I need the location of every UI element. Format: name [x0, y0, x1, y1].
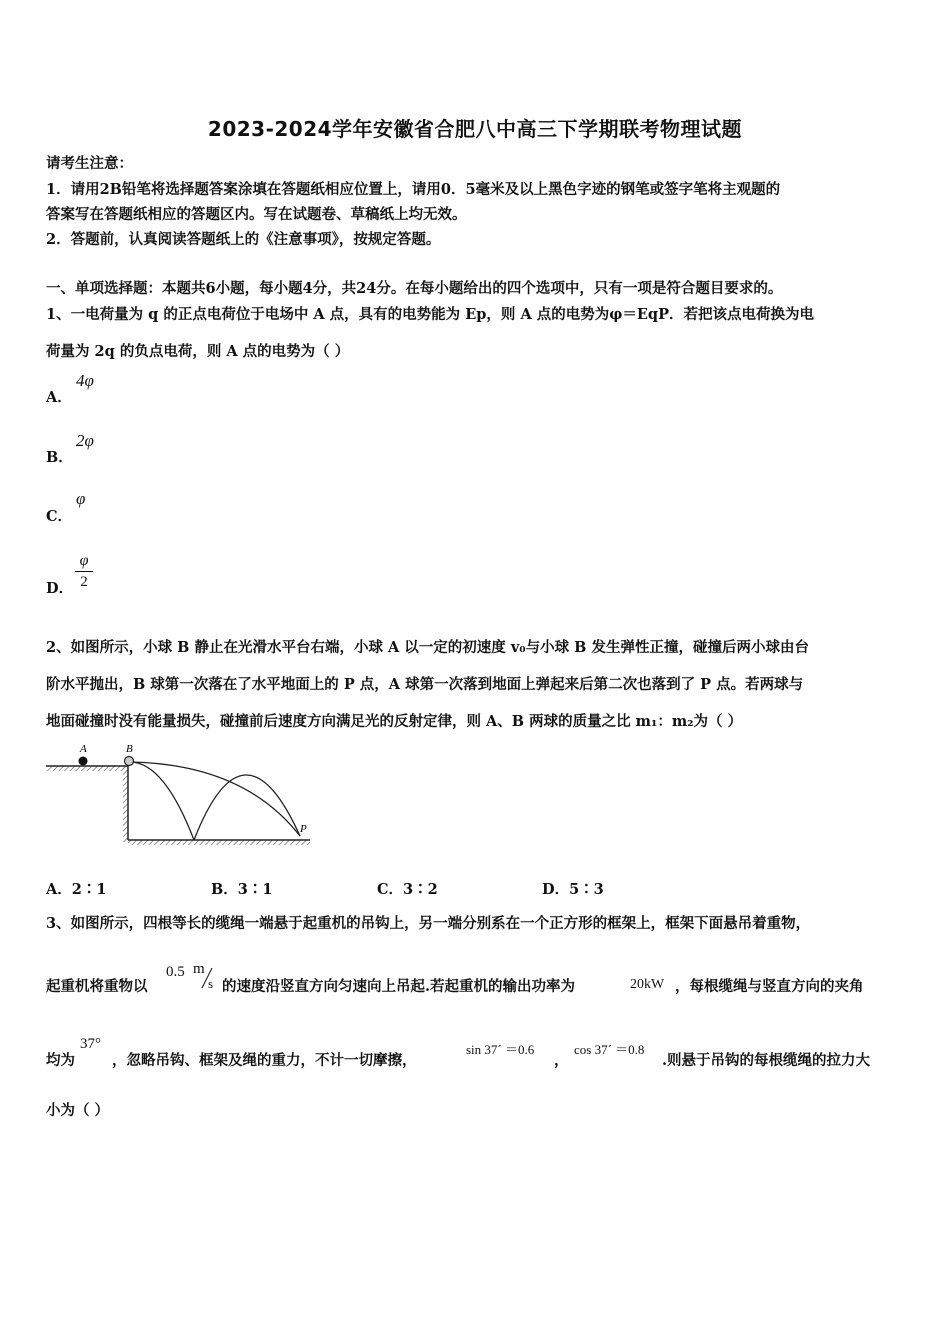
q2-figure [44, 740, 314, 852]
q1-option-b-label: B． [46, 449, 73, 466]
q3-line-2-part-b: 的速度沿竖直方向匀速向上吊起.若起重机的输出功率为 [222, 978, 576, 995]
fraction-numerator: φ [75, 551, 93, 572]
label-b: B [126, 743, 133, 755]
q1-line-1: 1、一电荷量为 q 的正点电荷位于电场中 A 点，具有的电势能为 Ep，则 A 点的电势为φ＝EqP．若把该点电荷换为电 [46, 306, 814, 323]
fraction-denominator: 2 [80, 574, 88, 590]
q3-line-1: 3、如图所示，四根等长的缆绳一端悬于起重机的吊钩上，另一端分别系在一个正方形的框架上，框架下面悬吊着重物， [46, 915, 811, 932]
q3-sin: sin 37ˊ ＝0.6 [466, 1042, 535, 1057]
q1-option-a-math: 4φ [76, 371, 94, 390]
q3-speed-unit-m: m [193, 961, 205, 977]
q3-line-2-part-c: ，每根缆绳与竖直方向的夹角 [675, 978, 864, 995]
q1-option-b-math: 2φ [76, 431, 94, 450]
q1-option-c-math: φ [76, 489, 86, 508]
q2-option-a: A．2∶1 [46, 881, 107, 898]
q3-line-3-part-a: 均为 [46, 1052, 75, 1069]
trajectory-a-bounce [194, 775, 300, 840]
page-title: 2023-2024学年安徽省合肥八中高三下学期联考物理试题 [207, 117, 743, 141]
q1-option-c-label: C． [46, 508, 73, 525]
q1-option-d-label: D． [46, 580, 74, 597]
q2-line-2: 阶水平抛出，B 球第一次落在了水平地面上的 P 点，A 球第一次落到地面上弹起来后第二次也落到了 P 点。若两球与 [46, 676, 804, 693]
section-heading: 一、单项选择题：本题共6小题，每小题4分，共24分。在每小题给出的四个选项中，只有一项是符合题目要求的。 [46, 280, 783, 297]
ball-a [79, 757, 88, 766]
q1-option-a-label: A． [46, 389, 72, 406]
q2-option-c: C．3∶2 [377, 881, 438, 898]
q2-line-1: 2、如图所示，小球 B 静止在光滑水平台右端，小球 A 以一定的初速度 v₀与小球 B 发生弹性正撞，碰撞后两小球由台 [46, 639, 809, 656]
q2-option-d: D．5∶3 [542, 881, 604, 898]
q3-line-2-part-a: 起重机将重物以 [46, 978, 148, 995]
q3-comma: ， [554, 1052, 569, 1069]
label-a: A [80, 743, 87, 755]
q2-option-b: B．3∶1 [211, 881, 273, 898]
notice-line-2: 答案写在答题纸相应的答题区内。写在试题卷、草稿纸上均无效。 [46, 206, 467, 223]
notice-line-3: 2．答题前，认真阅读答题纸上的《注意事项》，按规定答题。 [46, 231, 441, 248]
q3-speed-unit-s: s [208, 976, 214, 991]
q1-option-d-fraction [75, 551, 93, 592]
q3-power: 20kW [630, 977, 665, 992]
q3-angle: 37° [80, 1036, 101, 1052]
q3-line-3-part-c: .则悬于吊钩的每根缆绳的拉力大 [662, 1052, 871, 1069]
notice-line-1: 1．请用2B铅笔将选择题答案涂填在答题纸相应位置上，请用0．5毫米及以上黑色字迹的钢笔或签字笔将主观题的 [46, 181, 781, 198]
q2-line-3: 地面碰撞时没有能量损失，碰撞前后速度方向满足光的反射定律，则 A、B 两球的质量之比 m₁：m₂为（ ） [46, 713, 743, 730]
q3-speed-value: 0.5 [166, 964, 185, 980]
notice-heading: 请考生注意： [46, 155, 133, 172]
ball-b [125, 757, 134, 766]
q3-line-4: 小为（ ） [46, 1102, 110, 1119]
label-p: P [300, 823, 307, 835]
q3-line-3-part-b: ，忽略吊钩、框架及绳的重力，不计一切摩擦， [112, 1052, 417, 1069]
trajectory-a-first [130, 762, 194, 840]
q3-cos: cos 37ˊ ＝0.8 [574, 1042, 645, 1057]
q1-line-2: 荷量为 2q 的负点电荷，则 A 点的电势为（ ） [46, 343, 350, 360]
